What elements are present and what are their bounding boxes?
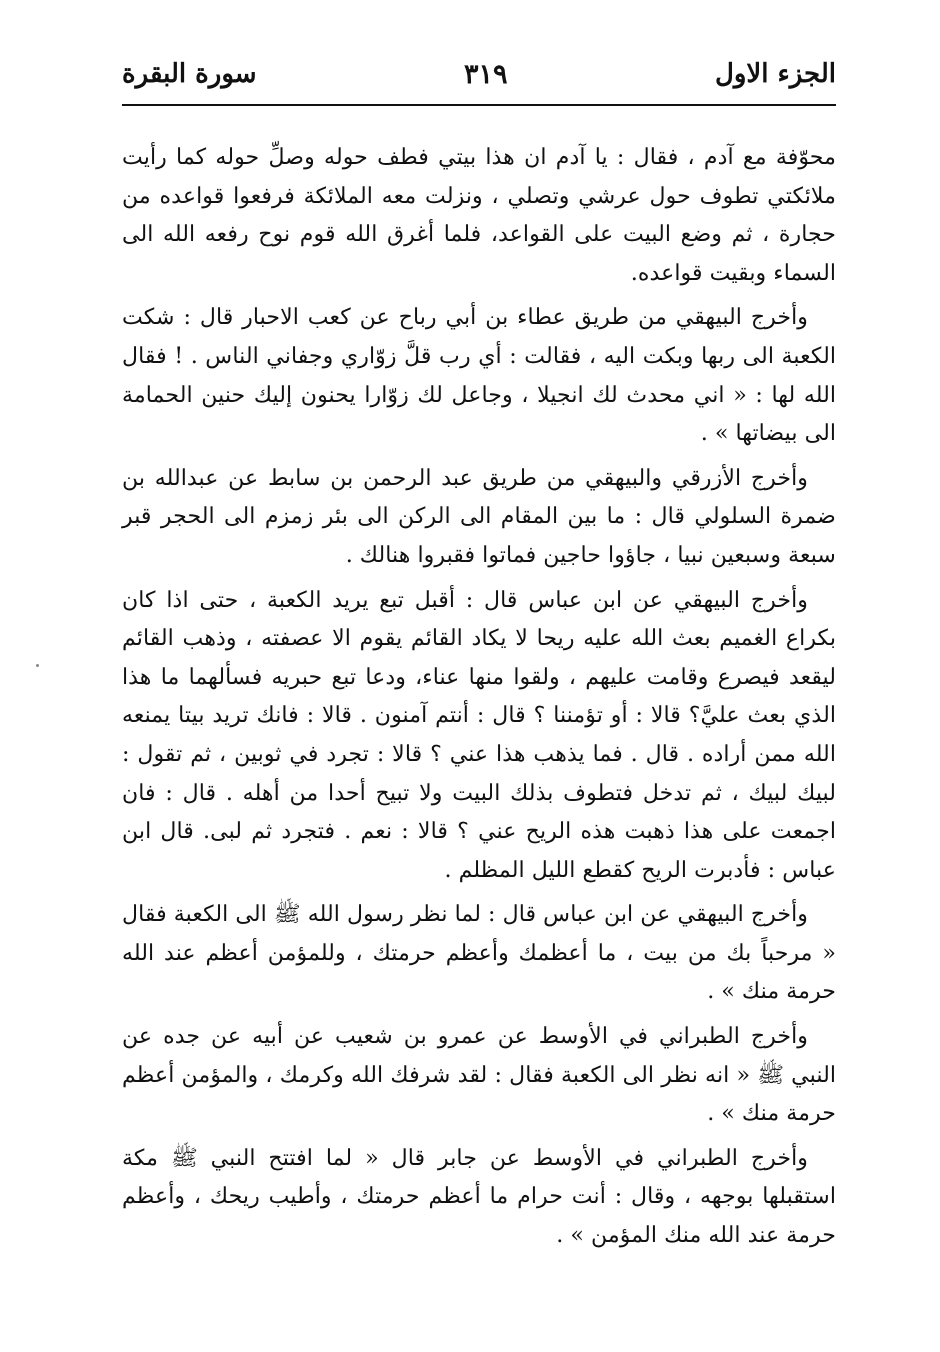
paragraph: وأخرج الطبراني في الأوسط عن جابر قال « لما افتتح النبي ﷺ مكة استقبلها بوجهه ، وقال : أنت حرام ما أعظم حرمتك ، وأطيب ريحك ، وأعظم حرمة عند الله منك المؤمن » . — [122, 1144, 836, 1249]
paragraph: وأخرج البيهقي عن ابن عباس قال : لما نظر رسول الله ﷺ الى الكعبة فقال « مرحباً بك من بيت ، ما أعظمك وأعظم حرمتك ، وللمؤمن أعظم عند الله حرمة منك » . — [122, 901, 836, 1005]
paragraph: محوّفة مع آدم ، فقال : يا آدم ان هذا بيتي فطف حوله وصلِّ حوله كما رأيت ملائكتي تطوف حول عرشي وتصلي ، ونزلت معه الملائكة فرفعوا قواعده من حجارة ، ثم وضع البيت على القواعد، فلما أغرق الله قوم نوح رفعه الله الى السماء وبقيت قواعده. — [122, 144, 836, 286]
surah-title: سورة البقرة — [122, 59, 257, 89]
paragraph: وأخرج الطبراني في الأوسط عن عمرو بن شعيب عن أبيه عن جده عن النبي ﷺ « انه نظر الى الكعبة فقال : لقد شرفك الله وكرمك ، والمؤمن أعظم حرمة منك » . — [122, 1023, 836, 1127]
scan-speck — [36, 664, 39, 667]
paragraph: وأخرج البيهقي من طريق عطاء بن أبي رباح عن كعب الاحبار قال : شكت الكعبة الى ربها وبكت اليه ، فقالت : أي رب قلَّ زوّاري وجفاني الناس . ! فقال الله لها : « اني محدث لك انجيلا ، وجاعل لك زوّارا يحنون إليك حنين الحمامة الى بيضاتها » . — [122, 304, 836, 447]
page-number: ٣١٩ — [464, 58, 508, 90]
paragraph: وأخرج الأزرقي والبيهقي من طريق عبد الرحمن بن سابط عن عبدالله بن ضمرة السلولي قال : ما بين المقام الى الركن الى بئر زمزم الى الحجر قبر سبعة وسبعين نبيا ، جاؤوا حاجين فماتوا فقبروا هنالك . — [122, 464, 836, 568]
volume-title: الجزء الاول — [714, 59, 836, 89]
page-body — [122, 138, 836, 1261]
paragraph: وأخرج البيهقي عن ابن عباس قال : أقبل تبع يريد الكعبة ، حتى اذا كان بكراع الغميم بعث الله عليه ريحا لا يكاد القائم يقوم الا عصفته ، وذهب القائم ليقعد فيصرع وقامت عليهم ، ولقوا منها عناء، ودعا تبع حبريه فسألهما ما هذا الذي بعث عليَّ؟ قالا : أو تؤمننا ؟ قال : أنتم آمنون . قالا : فانك تريد بيتا يمنعه الله ممن أراده . قال . فما يذهب هذا عني ؟ قالا : تجرد في ثوبين ، ثم تقول : لبيك لبيك ، ثم تدخل فتطوف بذلك البيت ولا تبيح أحدا من أهله . قال : فان اجمعت على هذا ذهبت هذه الريح عني ؟ قالا : نعم . فتجرد ثم لبى. قال ابن عباس : فأدبرت الريح كقطع الليل المظلم . — [122, 586, 836, 883]
page-header — [122, 52, 836, 96]
header-divider — [122, 104, 836, 106]
